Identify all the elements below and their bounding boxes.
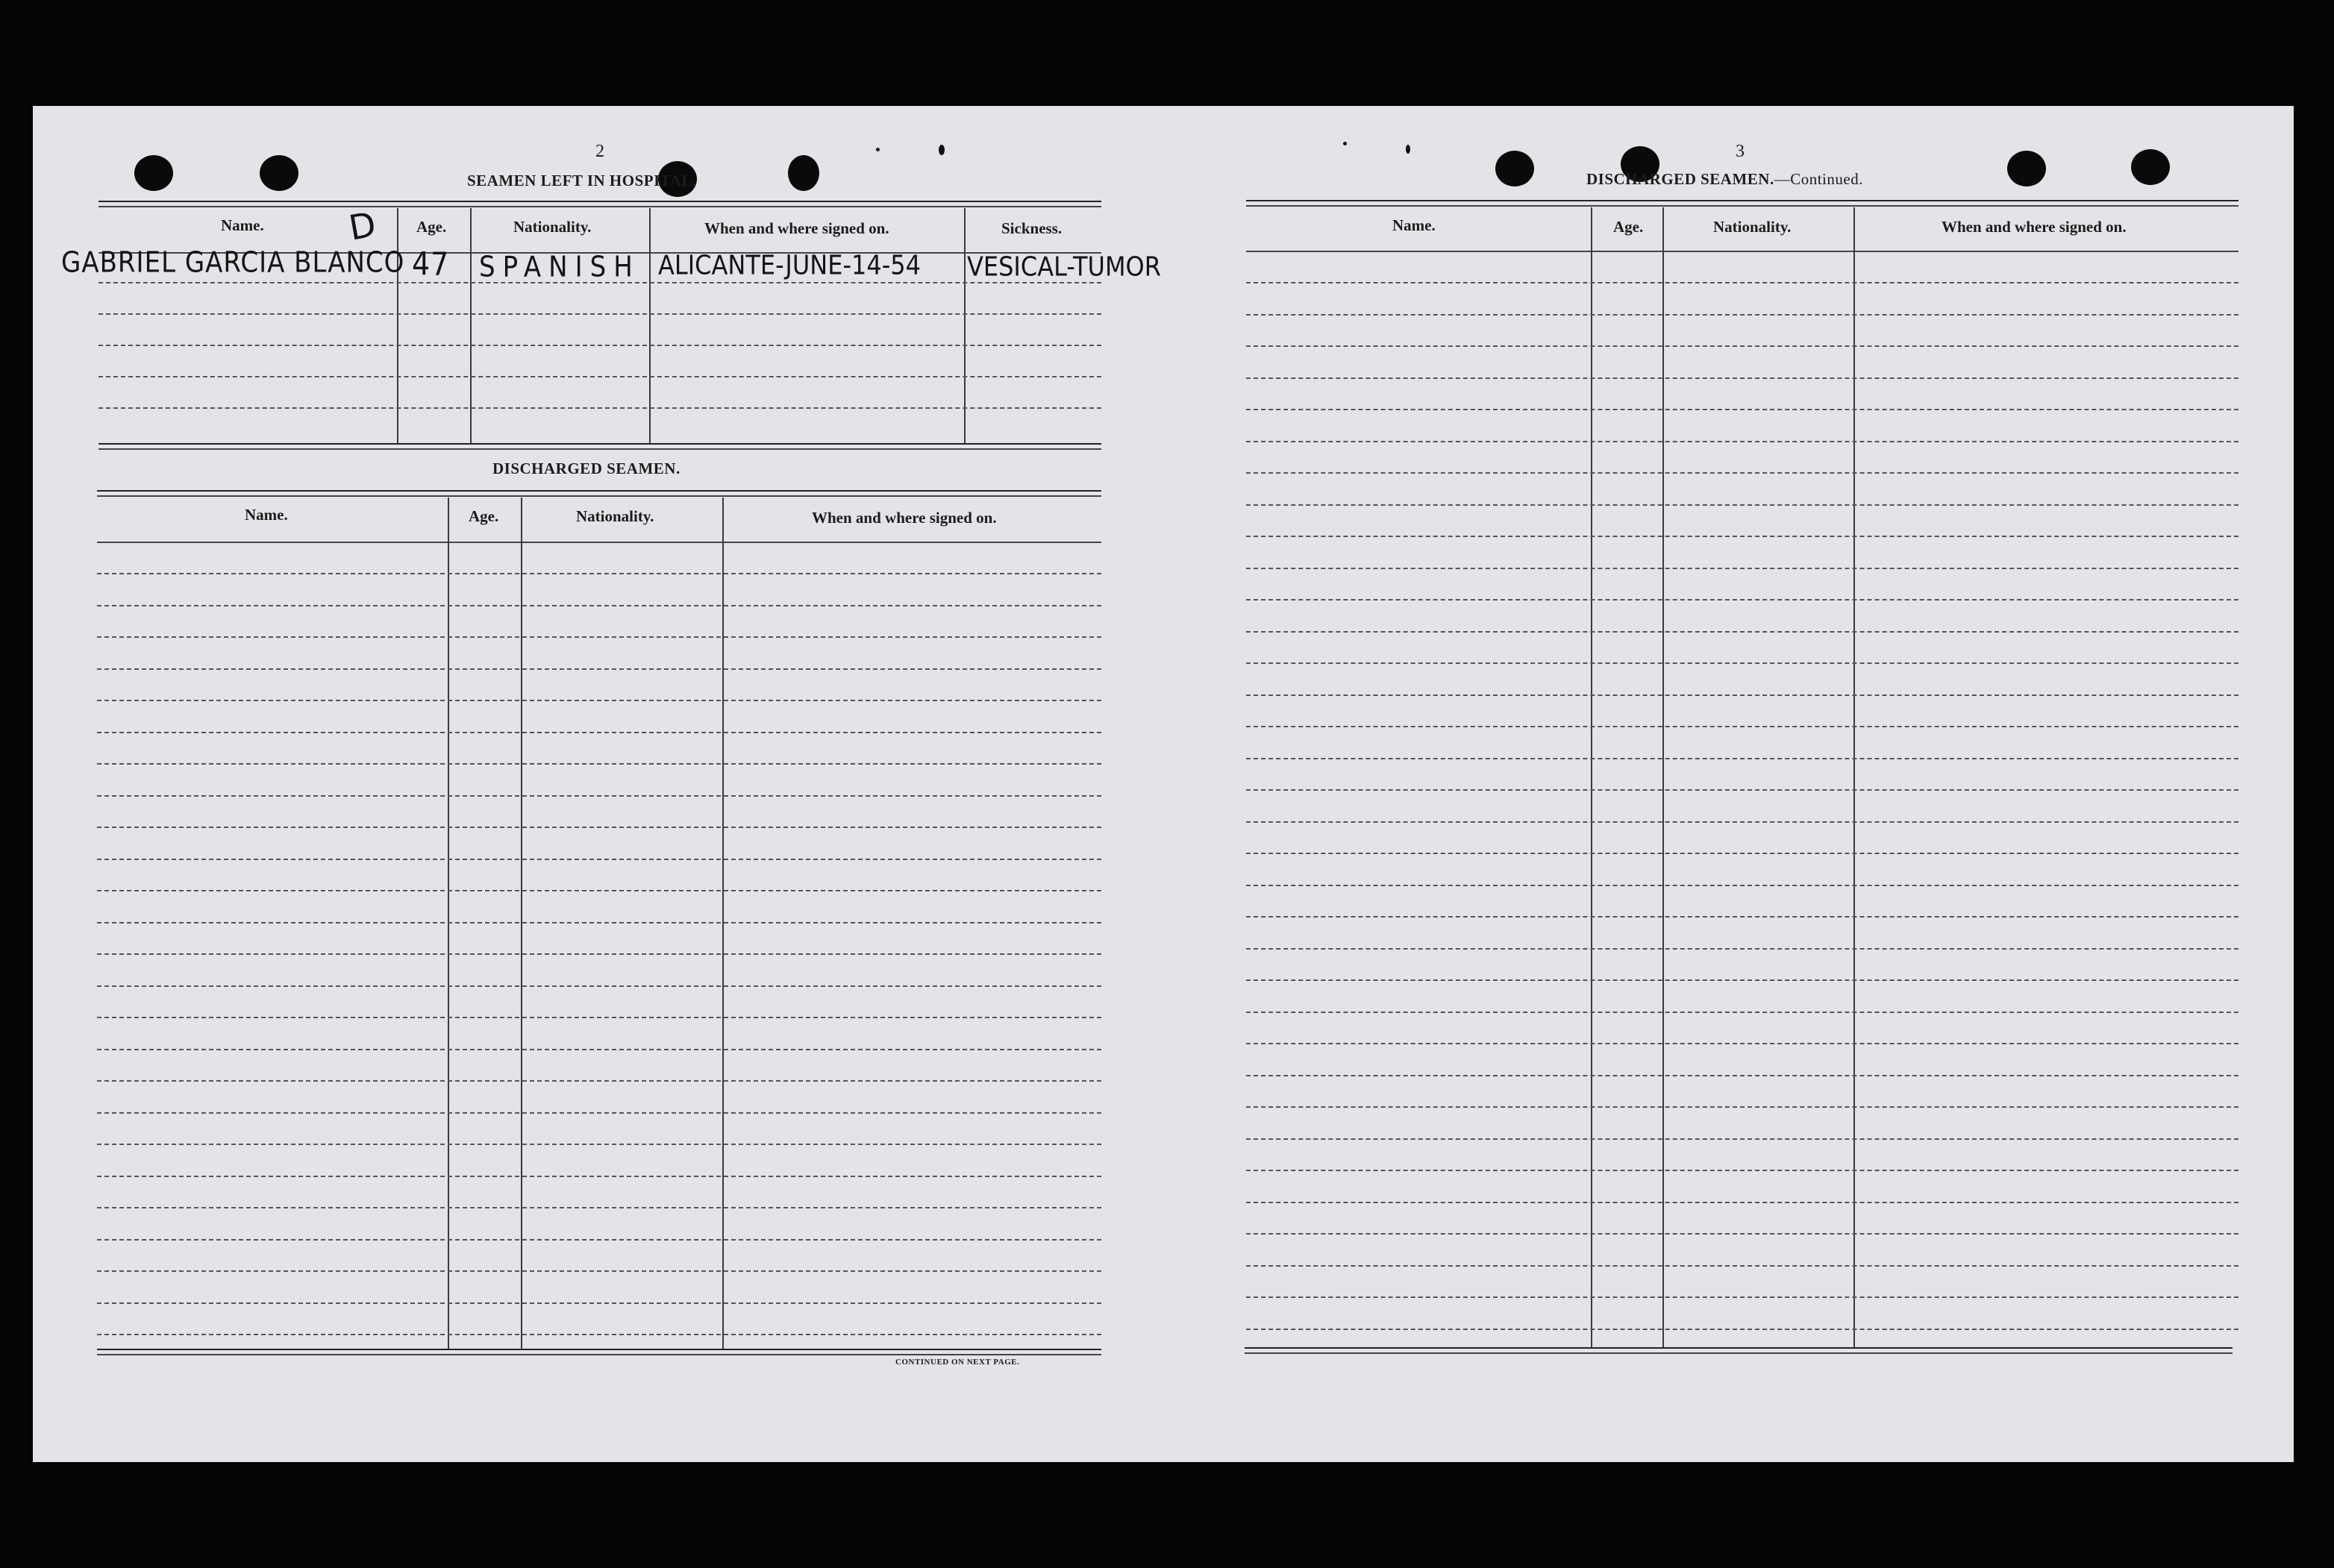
punch-hole bbox=[788, 155, 819, 191]
rule bbox=[1246, 205, 2238, 207]
row-line bbox=[97, 890, 1101, 891]
row-line bbox=[97, 922, 1101, 923]
row-line bbox=[1246, 441, 2238, 442]
row-line bbox=[1246, 1202, 2238, 1203]
punch-hole bbox=[260, 155, 298, 191]
row-line bbox=[1246, 1012, 2238, 1013]
row-line bbox=[97, 1334, 1101, 1335]
row-line bbox=[1246, 536, 2238, 537]
rule bbox=[98, 443, 1101, 445]
row-line bbox=[97, 636, 1101, 638]
column-divider bbox=[1591, 207, 1592, 1349]
row-line bbox=[98, 407, 1101, 409]
row-line bbox=[1246, 1265, 2238, 1267]
column-divider bbox=[1662, 207, 1664, 1349]
row-line bbox=[1246, 885, 2238, 886]
col-header-name: Name. bbox=[245, 506, 288, 524]
col-header-name: Name. bbox=[1392, 216, 1436, 234]
row-line bbox=[97, 1270, 1101, 1272]
entry-margin-mark: D bbox=[345, 204, 380, 248]
punch-hole bbox=[134, 155, 173, 191]
col-header-nationality: Nationality. bbox=[576, 507, 654, 525]
row-line bbox=[1246, 916, 2238, 918]
row-line bbox=[1246, 282, 2238, 283]
page-number-right: 3 bbox=[1736, 142, 1745, 161]
col-header-nationality: Nationality. bbox=[1713, 218, 1792, 236]
row-line bbox=[1246, 789, 2238, 791]
rule bbox=[1246, 200, 2238, 201]
rule bbox=[98, 206, 1101, 207]
row-line bbox=[97, 1239, 1101, 1241]
ink-speck bbox=[939, 145, 945, 155]
row-line bbox=[1246, 1170, 2238, 1171]
discharged-section-title: DISCHARGED SEAMEN. bbox=[492, 460, 681, 477]
row-line bbox=[97, 732, 1101, 733]
column-divider bbox=[1853, 207, 1855, 1349]
row-line bbox=[1246, 1106, 2238, 1108]
row-line bbox=[97, 573, 1101, 574]
row-line bbox=[1246, 1296, 2238, 1298]
row-line bbox=[1246, 758, 2238, 759]
row-line bbox=[1246, 853, 2238, 854]
rule bbox=[97, 1354, 1101, 1355]
col-header-nationality: Nationality. bbox=[513, 218, 592, 236]
discharged-continued-title bbox=[1586, 170, 1863, 189]
entry-name: GABRIEL GARCIA BLANCO bbox=[61, 245, 405, 280]
column-divider bbox=[521, 498, 522, 1349]
rule bbox=[1245, 1352, 2233, 1354]
title-text: DISCHARGED SEAMEN. bbox=[1586, 170, 1774, 188]
col-header-signed-on: When and where signed on. bbox=[1942, 218, 2127, 236]
row-line bbox=[1246, 948, 2238, 950]
entry-age: 47 bbox=[412, 245, 450, 283]
ledger-sheet bbox=[33, 106, 2294, 1462]
row-line bbox=[97, 605, 1101, 606]
col-header-age: Age. bbox=[469, 507, 499, 525]
rule bbox=[97, 1349, 1101, 1350]
continued-footer: CONTINUED ON NEXT PAGE. bbox=[895, 1358, 1020, 1367]
punch-hole bbox=[2131, 149, 2170, 185]
row-line bbox=[1246, 726, 2238, 727]
row-line bbox=[1246, 1075, 2238, 1076]
row-line bbox=[1246, 599, 2238, 600]
row-line bbox=[97, 859, 1101, 860]
hospital-section-title: SEAMEN LEFT IN HOSPITAL. bbox=[467, 172, 697, 189]
ink-speck bbox=[1406, 145, 1410, 154]
row-line bbox=[1246, 821, 2238, 823]
rule bbox=[1246, 251, 2238, 252]
title-suffix: —Continued. bbox=[1774, 170, 1863, 188]
row-line bbox=[97, 827, 1101, 828]
rule bbox=[1245, 1347, 2233, 1349]
row-line bbox=[1246, 631, 2238, 633]
row-line bbox=[97, 1017, 1101, 1018]
entry-nationality: SPANISH bbox=[479, 250, 640, 284]
row-line bbox=[1246, 409, 2238, 410]
row-line bbox=[97, 1176, 1101, 1177]
col-header-signed-on: When and where signed on. bbox=[812, 509, 997, 527]
row-line bbox=[1246, 345, 2238, 347]
row-line bbox=[1246, 1043, 2238, 1044]
row-line bbox=[97, 1080, 1101, 1082]
row-line bbox=[1246, 504, 2238, 506]
row-line bbox=[1246, 1138, 2238, 1140]
column-divider bbox=[448, 498, 449, 1349]
row-line bbox=[97, 1049, 1101, 1050]
row-line bbox=[1246, 662, 2238, 664]
col-header-name: Name. bbox=[221, 216, 264, 234]
row-line bbox=[97, 795, 1101, 797]
row-line bbox=[1246, 1233, 2238, 1235]
row-line bbox=[1246, 377, 2238, 379]
punch-hole bbox=[2007, 151, 2046, 186]
col-header-age: Age. bbox=[1613, 218, 1644, 236]
row-line bbox=[97, 700, 1101, 701]
col-header-age: Age. bbox=[416, 218, 447, 236]
rule bbox=[98, 201, 1101, 202]
rule bbox=[97, 542, 1101, 543]
punch-hole bbox=[1495, 151, 1534, 186]
ink-speck bbox=[876, 148, 880, 151]
row-line bbox=[1246, 979, 2238, 981]
row-line bbox=[97, 763, 1101, 765]
row-line bbox=[1246, 568, 2238, 569]
row-line bbox=[98, 345, 1101, 346]
row-line bbox=[97, 953, 1101, 955]
row-line bbox=[98, 313, 1101, 315]
entry-sickness: VESICAL-TUMOR bbox=[967, 250, 1161, 283]
row-line bbox=[97, 985, 1101, 987]
column-divider bbox=[722, 498, 724, 1349]
row-line bbox=[1246, 472, 2238, 474]
rule bbox=[97, 490, 1101, 492]
row-line bbox=[97, 1302, 1101, 1304]
row-line bbox=[1246, 314, 2238, 316]
row-line bbox=[97, 1112, 1101, 1114]
rule bbox=[97, 495, 1101, 497]
entry-signed-on: ALICANTE-JUNE-14-54 bbox=[658, 248, 921, 281]
ink-speck bbox=[1343, 142, 1347, 145]
page-number-left: 2 bbox=[595, 142, 604, 161]
rule bbox=[98, 448, 1101, 450]
row-line bbox=[98, 376, 1101, 377]
col-header-signed-on: When and where signed on. bbox=[704, 219, 889, 237]
row-line bbox=[97, 668, 1101, 670]
row-line bbox=[1246, 694, 2238, 696]
col-header-sickness: Sickness. bbox=[1001, 219, 1063, 237]
row-line bbox=[97, 1207, 1101, 1208]
row-line bbox=[1246, 1329, 2238, 1330]
row-line bbox=[97, 1144, 1101, 1145]
